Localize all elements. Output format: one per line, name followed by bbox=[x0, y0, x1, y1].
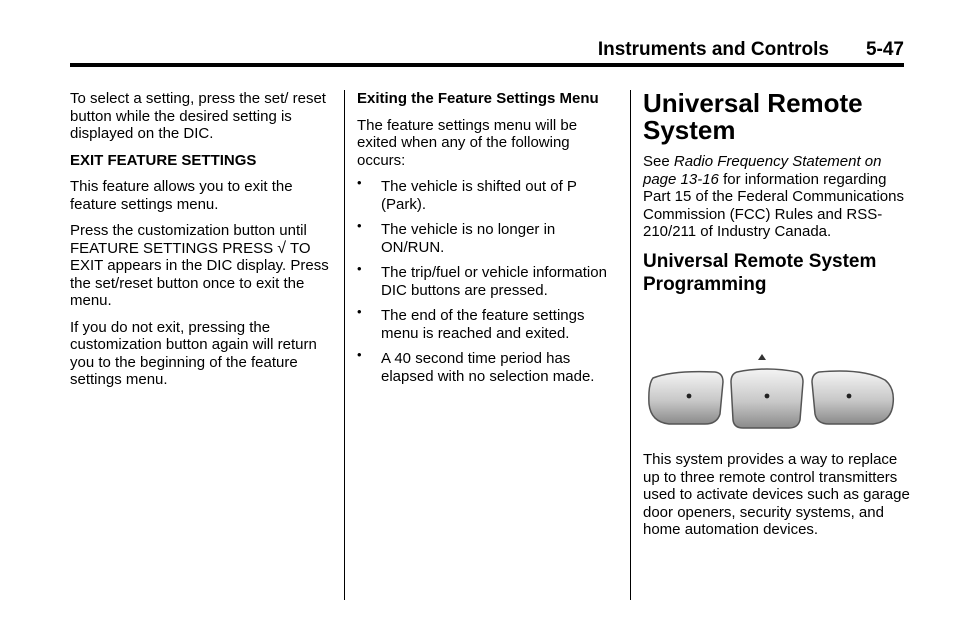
header-rule bbox=[70, 63, 904, 67]
bullet-icon: • bbox=[357, 347, 362, 362]
column-left bbox=[70, 90, 334, 398]
paragraph-select-setting: To select a setting, press the set/ reset button while the desired setting is displayed on the DIC. bbox=[70, 90, 326, 142]
paragraph-if-not-exit: If you do not exit, pressing the customization button again will return you to the beginning of the feature settings menu. bbox=[70, 318, 317, 388]
indicator-arrow-icon bbox=[758, 354, 766, 360]
paragraph-system-provides: This system provides a way to replace up to three remote control transmitters used to activate devices such as garage door openers, security systems, and home automation devices. bbox=[643, 451, 910, 538]
column-right bbox=[643, 90, 911, 305]
list-item: • The end of the feature settings menu is reached and exited. bbox=[357, 304, 585, 342]
remote-button-3 bbox=[812, 371, 893, 424]
subheading-programming: Universal Remote System Programming bbox=[643, 250, 877, 295]
press-text-b: TO EXIT appears in the DIC display. Press the set/reset button once to exit the menu. bbox=[70, 239, 329, 309]
remote-button-2 bbox=[731, 369, 803, 428]
column-middle bbox=[357, 90, 619, 393]
list-item: • The vehicle is shifted out of P (Park). bbox=[357, 175, 577, 213]
column-divider-1 bbox=[344, 90, 345, 600]
bullet-list bbox=[357, 175, 619, 385]
page-header bbox=[70, 38, 904, 62]
list-item: • The vehicle is no longer in ON/RUN. bbox=[357, 218, 556, 256]
column-divider-2 bbox=[630, 90, 631, 600]
paragraph-exited-when: The feature settings menu will be exited when any of the following occurs: bbox=[357, 116, 578, 169]
list-item: • A 40 second time period has elapsed with no selection made. bbox=[357, 347, 595, 385]
bullet-icon: • bbox=[357, 261, 362, 276]
paragraph-exit-description: This feature allows you to exit the feature settings menu. bbox=[70, 178, 293, 213]
paragraph-press-customization bbox=[70, 222, 334, 310]
checkmark-icon: √ bbox=[277, 239, 287, 257]
section-heading-universal-remote: Universal Remote System bbox=[643, 88, 863, 145]
press-text-a: Press the customization button until FEATURE SETTINGS PRESS bbox=[70, 222, 307, 257]
section-title: Instruments and Controls bbox=[597, 39, 829, 60]
paragraph-see-reference: See Radio Frequency Statement on page 13-16 for information regarding Part 15 of the Federal Communications Commission (FCC) Rules and RSS-210/211 of Industry Canada. bbox=[643, 153, 904, 240]
bullet-icon: • bbox=[357, 175, 362, 190]
cross-reference-link[interactable]: Radio Frequency Statement on page 13-16 bbox=[643, 153, 882, 188]
page-number: 5-47 bbox=[865, 39, 904, 60]
column-right-lower bbox=[643, 451, 911, 548]
bullet-icon: • bbox=[357, 304, 362, 319]
heading-exiting-menu: Exiting the Feature Settings Menu bbox=[357, 90, 599, 107]
heading-exit-feature-settings: EXIT FEATURE SETTINGS bbox=[70, 151, 257, 169]
list-item: • The trip/fuel or vehicle information DIC buttons are pressed. bbox=[357, 261, 607, 299]
remote-button-1 bbox=[649, 372, 723, 424]
three-button-remote-icon bbox=[643, 350, 903, 430]
bullet-icon: • bbox=[357, 218, 362, 233]
